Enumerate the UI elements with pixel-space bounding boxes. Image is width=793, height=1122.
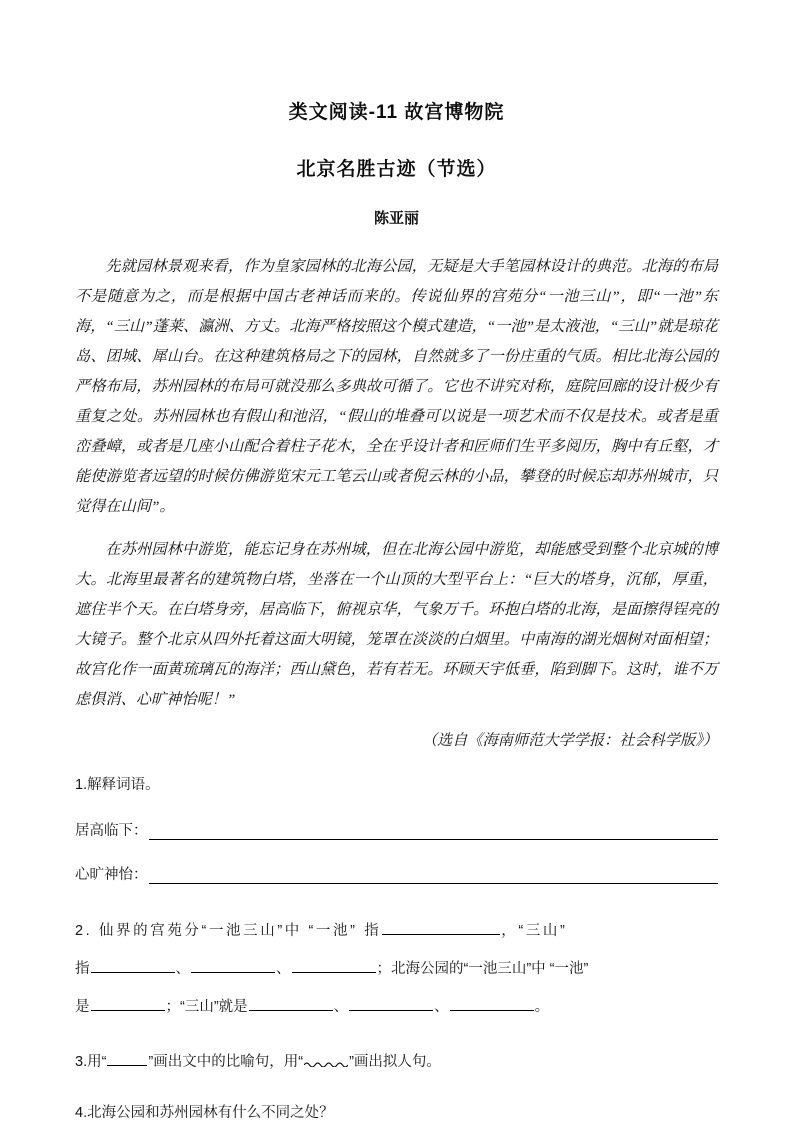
question-2-text-f: ；“三山”就是 [165, 999, 248, 1015]
page-title: 类文阅读-11 故宫博物院 [288, 102, 505, 123]
passage-paragraph-2: 在苏州园林中游览，能忘记身在苏州城，但在北海公园中游览，却能感受到整个北京城的博大。北海里最著名的建筑物白塔，坐落在一个山顶的大型平台上：“巨大的塔身，沉郁，厚重，遮住半个天。在白塔身旁，居高临下，俯视京华，气象万千。环抱白塔的北海，是面擦得锃亮的大镜子。整个北京从四外托着这面大明镜，笼罩在淡淡的白烟里。中南海的湖光烟树对面相望；故宫化作一面黄琉璃瓦的海洋；西山黛色，若有若无。环顾天宇低垂，陷到脚下。这时，谁不万虑俱消、心旷神怡呢！” [75, 541, 718, 708]
question-2-text-b: ，“三山” [501, 923, 568, 939]
question-1-term-1: 居高临下： [75, 823, 148, 839]
question-1-entry-1 [75, 819, 718, 840]
straight-underline-mark-icon [107, 1053, 147, 1066]
author-name: 陈亚丽 [373, 210, 419, 227]
question-2 [75, 912, 718, 1026]
answer-blank-q2-5[interactable] [91, 997, 165, 1011]
answer-blank-q2-3[interactable] [191, 959, 275, 973]
question-2-text-a: 2. 仙界的宫苑分“一池三山”中 “一池” 指 [75, 923, 382, 939]
question-4: 4.北海公园和苏州园林有什么不同之处？ [75, 1105, 334, 1121]
question-2-sep-2: 、 [276, 961, 291, 977]
question-2-text-e: 是 [75, 999, 90, 1015]
page-content [75, 0, 718, 1122]
question-3 [75, 1052, 718, 1073]
answer-blank-q2-6[interactable] [249, 997, 333, 1011]
question-2-text-c: 指 [75, 961, 90, 977]
answer-blank-q2-2[interactable] [91, 959, 175, 973]
question-2-sep-1: 、 [175, 961, 190, 977]
question-2-line-3 [75, 988, 718, 1026]
question-2-sep-3: 、 [333, 999, 349, 1015]
answer-blank-juugaolinxia[interactable] [149, 826, 719, 840]
answer-blank-q2-7[interactable] [349, 997, 433, 1011]
question-2-line-2 [75, 950, 718, 988]
answer-blank-xinkuangshenyi[interactable] [149, 870, 719, 884]
questions-section [75, 775, 718, 1122]
question-2-text-d: ；北海公园的“一池三山”中 “一池” [376, 961, 589, 977]
answer-blank-q2-8[interactable] [450, 997, 534, 1011]
question-1-term-2: 心旷神怡： [75, 867, 148, 883]
page-subtitle: 北京名胜古迹（节选） [296, 159, 497, 180]
question-1-stem: 1.解释词语。 [75, 777, 160, 793]
question-3-text-a: 3.用“ [75, 1054, 107, 1070]
passage-source: （选自《海南师范大学学报：社会科学版》） [421, 732, 718, 749]
question-3-text-b: ”画出文中的比喻句，用“ [148, 1054, 304, 1070]
question-2-text-end: 。 [534, 999, 550, 1015]
question-2-sep-4: 、 [434, 999, 449, 1015]
question-1-entry-2 [75, 863, 718, 884]
answer-blank-q2-4[interactable] [292, 959, 376, 973]
wavy-underline-mark-icon [304, 1054, 348, 1066]
question-3-text-c: ”画出拟人句。 [349, 1054, 441, 1070]
question-2-line-1 [75, 912, 718, 950]
answer-blank-q2-1[interactable] [382, 921, 500, 935]
passage-paragraph-1: 先就园林景观来看，作为皇家园林的北海公园，无疑是大手笔园林设计的典范。北海的布局不是随意为之，而是根据中国古老神话而来的。传说仙界的宫苑分“一池三山”，即“一池”东海，“三山”蓬莱、瀛洲、方丈。北海严格按照这个模式建造，“一池”是太液池，“三山”就是琼花岛、团城、犀山台。在这种建筑格局之下的园林，自然就多了一份庄重的气质。相比北海公园的严格布局，苏州园林的布局可就没那么多典故可循了。它也不讲究对称，庭院回廊的设计极少有重复之处。苏州园林也有假山和池沼，“假山的堆叠可以说是一项艺术而不仅是技术。或者是重峦叠嶂，或者是几座小山配合着柱子花木，全在乎设计者和匠师们生平多阅历，胸中有丘壑，才能使游览者远望的时候仿佛游览宋元工笔云山或者倪云林的小品，攀登的时候忘却苏州城市，只觉得在山间”。 [75, 258, 718, 515]
